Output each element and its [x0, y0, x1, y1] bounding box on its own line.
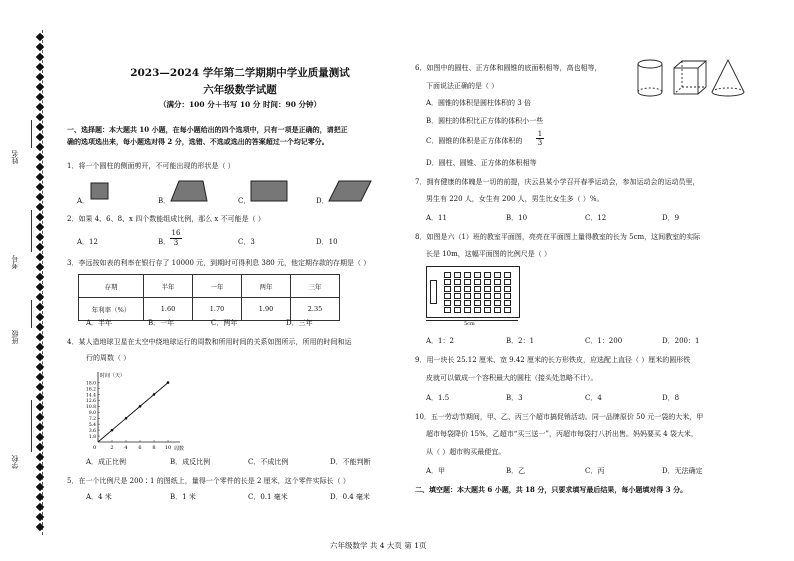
q7-text-line1: 7．拥有健康的体魄是一切的前提，庆云县某小学召开春季运动会，参加运动会的运动员里， [415, 178, 700, 186]
y-tick-label: 9.0 [88, 411, 96, 417]
q3-cell: 年利率（%） [79, 298, 144, 321]
q10-text-line2: 超市每袋降价 15%，乙超市“买三送一”，丙超市每袋打八折出售。妈妈要买 4 袋大米， [426, 430, 698, 438]
desk-icon [484, 286, 491, 292]
q8-option-b: B．2：1 [506, 337, 535, 345]
data-line [98, 383, 168, 442]
q9-text-line1: 9．用一块长 25.12 厘米、宽 9.42 厘米的长方形铁皮，应选配上直径（ ）厘米的圆形铁 [415, 356, 691, 364]
desk-icon [464, 300, 471, 306]
class-label: 班级 [11, 330, 19, 344]
q6-text-line1: 6．如图中的圆柱、正方体和圆锥的底面积相等，高也相等， [415, 64, 602, 72]
y-tick-label: 14.4 [85, 393, 96, 399]
desk-icon [464, 307, 471, 313]
name-label: 姓名 [11, 150, 19, 164]
y-tick-label: 3.6 [88, 428, 96, 434]
q3-cell: 半年 [144, 275, 193, 298]
q8-text-line1: 8．如图是六（1）班的教室平面图，亮亮在平面图上量得教室的长为 5cm，这间教室的实际 [415, 233, 701, 241]
q6-text-line2: 下面说法正确的是（ ） [426, 82, 499, 90]
q7-option-d: D．9 [662, 214, 680, 222]
q7-text-line2: 男生有 220 人，女生有 200 人，男生比女生多（ ）%。 [426, 195, 604, 203]
q4-line-graph [76, 368, 186, 452]
q2-fraction-denominator: 3 [173, 239, 179, 247]
q3-cell: 2.35 [291, 298, 340, 321]
q4-option-b: B．成反比例 [170, 458, 211, 466]
desk-icon [444, 293, 451, 299]
exam-title: 2023—2024 学年第二学期期中学业质量测试 [130, 67, 350, 79]
desk-icon [474, 300, 481, 306]
desk-icon [444, 279, 451, 285]
page-footer: 六年级数学 共 4 大页 第 1页 [330, 541, 427, 550]
q2-option-a: A．12 [77, 238, 98, 246]
q1-square-shape [90, 182, 110, 200]
desk-icon [454, 293, 461, 299]
q5-option-b: B．1 米 [170, 493, 196, 501]
q2-option-b-fraction [170, 229, 182, 248]
q8-classroom-plan [426, 266, 520, 327]
exam-no-underline [31, 210, 32, 252]
q4-option-c: C．不成比例 [248, 458, 289, 466]
q6-fraction-numerator: 1 [537, 130, 543, 138]
x-tick-label: 4 [124, 445, 128, 451]
desk-icon [504, 307, 511, 313]
y-axis-title: 时间（天） [100, 373, 126, 379]
desk-icon [494, 279, 501, 285]
q5-option-a: A．4 米 [86, 493, 112, 501]
q5-option-c: C．0.1 毫米 [248, 493, 288, 501]
q3-text: 3．李远按如表的利率在银行存了 10000 元，到期时可得利息 380 元，他定期存款的存期是（ ） [67, 259, 371, 267]
q3-cell: 1.60 [144, 298, 193, 321]
q3-cell: 1.70 [193, 298, 242, 321]
y-tick-label: 16.2 [85, 387, 96, 393]
q5-option-d: D．0.4 毫米 [330, 493, 370, 501]
exam-meta: （满分：100 分＋书写 10 分 时间：90 分钟） [158, 100, 322, 109]
q8-option-d: D．200：1 [662, 337, 700, 345]
y-tick-label: 18.0 [85, 381, 96, 387]
desk-icon [474, 307, 481, 313]
q7-option-b: B．10 [506, 214, 528, 222]
q6-option-c: C．圆锥的体积是正方体体积的 [426, 137, 523, 145]
desk-icon [504, 272, 511, 278]
data-point [167, 381, 170, 384]
q4-option-a: A．成正比例 [86, 458, 127, 466]
desk-icon [484, 307, 491, 313]
y-tick-label: 1.8 [88, 434, 96, 440]
q4-text-line2: 行的周数（ ） [86, 354, 131, 362]
cube-icon [674, 61, 706, 94]
q3-option-c: C．两年 [211, 319, 238, 327]
q8-text-line2: 长是 10m，这幅平面图的比例尺是（ ） [426, 250, 551, 258]
q6-fraction-denominator: 3 [537, 139, 543, 147]
desk-icon [484, 293, 491, 299]
q3-cell: 两年 [242, 275, 291, 298]
desk-icon [504, 286, 511, 292]
q10-option-b: B．乙 [506, 467, 526, 475]
desk-icon [494, 300, 501, 306]
y-tick-label: 10.8 [85, 405, 96, 411]
section1-heading-line2: 确的选项选出来，每小题选对得 2 分，选错、不选或选出的答案超过一个均记零分。 [67, 137, 329, 146]
exam-no-label: 考号 [11, 255, 19, 269]
desk-icon [454, 272, 461, 278]
q9-option-a: A．1.5 [426, 394, 450, 402]
q10-text-line3: 从（ ）超市购买最便宜。 [426, 448, 506, 456]
desk-icon [454, 286, 461, 292]
data-point [125, 417, 128, 420]
q9-option-b: B．3 [506, 394, 523, 402]
q4-option-d: D．不能判断 [330, 458, 371, 466]
desk-icon [464, 272, 471, 278]
q6-option-d: D．圆柱、圆锥、正方体的体积相等 [426, 159, 537, 167]
q2-option-d: D．10 [316, 238, 338, 246]
q3-cell: 存期 [79, 275, 144, 298]
q9-text-line2: 皮就可以做成一个容积最大的圆柱（接头处忽略不计）。 [426, 374, 598, 382]
y-tick-label: 7.2 [88, 417, 96, 423]
q10-option-c: C．丙 [585, 467, 605, 475]
desk-icon [454, 279, 461, 285]
cone-icon [712, 60, 744, 96]
desk-icon [494, 307, 501, 313]
desk-icon [464, 286, 471, 292]
q1-option-b: B． [158, 197, 171, 205]
desk-icon [484, 279, 491, 285]
cylinder-icon [638, 60, 662, 96]
school-underline [31, 400, 32, 452]
q6-option-c-fraction [536, 130, 544, 147]
y-tick-label: 12.6 [85, 399, 96, 405]
q3-cell: 三年 [291, 275, 340, 298]
q9-option-c: C．4 [585, 394, 602, 402]
q3-option-d: D．三年 [286, 319, 313, 327]
desk-icon [454, 307, 461, 313]
q1-option-d: D． [316, 197, 329, 205]
desk-icon [504, 279, 511, 285]
desk-icon [484, 272, 491, 278]
q3-option-a: A．半年 [86, 319, 113, 327]
name-underline [31, 120, 32, 148]
scale-label: 5cm [464, 321, 475, 327]
desk-icon [464, 279, 471, 285]
desk-icon [464, 293, 471, 299]
q8-option-a: A．1：2 [426, 337, 454, 345]
desk-icon [444, 300, 451, 306]
desk-icon [494, 286, 501, 292]
q1-parallelogram-shape [328, 180, 372, 202]
section1-heading-line1: 一、选择题：本大题共 10 小题，在每小题给出的四个选项中，只有一项是正确的，请把正 [67, 125, 348, 134]
q2-fraction-numerator: 16 [171, 229, 181, 237]
q3-option-b: B．一年 [148, 319, 175, 327]
q1-trapezoid-shape [170, 180, 208, 202]
desk-icon [474, 272, 481, 278]
data-point [153, 393, 156, 396]
podium [430, 280, 437, 304]
q1-text: 1．将一个圆柱的侧面剪开，不可能出现的形状是（ ） [67, 162, 235, 170]
desk-icon [484, 300, 491, 306]
x-tick-label: 6 [138, 445, 142, 451]
section2-heading: 二、填空题：本大题共 6 小题，共 18 分，只要求填写最后结果，每小题填对得 3 分。 [415, 485, 688, 494]
desk-icon [474, 286, 481, 292]
x-tick-label: 8 [152, 445, 156, 451]
q6-option-a: A．圆锥的体积是圆柱体积的 3 倍 [426, 99, 531, 107]
school-label: 学校 [11, 455, 19, 469]
q3-table-row [79, 275, 340, 298]
q10-option-d: D．无法确定 [662, 467, 703, 475]
data-point [111, 429, 114, 432]
q3-interest-table [78, 274, 340, 321]
desk-icon [454, 300, 461, 306]
q3-cell: 一年 [193, 275, 242, 298]
q1-option-a: A． [77, 197, 90, 205]
q2-option-b: B． [158, 238, 171, 246]
q6-option-b: B．圆柱的体积比正方体的体积小一些 [426, 117, 544, 125]
desk-icon [504, 300, 511, 306]
q5-text: 5．在一个比例尺是 200∶1 的图纸上，量得一个零件的长是 2 厘米，这个零件实际长（ ） [67, 477, 350, 485]
q7-option-a: A．11 [426, 214, 447, 222]
origin-label: 0 [93, 445, 97, 451]
x-tick-label: 10 [164, 445, 172, 451]
desk-icon [504, 293, 511, 299]
exam-subject-title: 六年级数学试题 [203, 84, 277, 96]
q10-text-line1: 10．五一劳动节期间，甲、乙、丙三个超市搞促销活动。同一品牌原价 50 元一袋的大米，甲 [415, 413, 704, 421]
x-axis-title: 周数 [174, 446, 185, 452]
q2-text: 2．如果 4、6、8、x 四个数能组成比例，那么 x 不可能是（ ） [67, 215, 265, 223]
desk-icon [474, 279, 481, 285]
q4-text-line1: 4．某人造地球卫星在太空中绕地球运行的周数和所用时间的关系如图所示，所用的时间和运 [67, 338, 352, 346]
q10-option-a: A．甲 [426, 467, 446, 475]
y-tick-label: 5.4 [88, 422, 96, 428]
q9-option-d: D．8 [662, 394, 680, 402]
q1-option-c: C． [238, 197, 251, 205]
class-underline [31, 300, 32, 328]
q7-option-c: C．12 [585, 214, 607, 222]
data-point [139, 405, 142, 408]
q8-option-c: C．1：200 [585, 337, 623, 345]
q6-solids-figure [636, 58, 746, 100]
q2-option-c: C．3 [238, 238, 255, 246]
q3-cell: 1.90 [242, 298, 291, 321]
desk-icon [444, 272, 451, 278]
desk-icon [494, 272, 501, 278]
x-tick-label: 2 [110, 445, 114, 451]
desk-icon [474, 293, 481, 299]
q1-rectangle-shape [250, 180, 288, 202]
desk-icon [444, 307, 451, 313]
desk-icon [494, 293, 501, 299]
desk-icon [444, 286, 451, 292]
